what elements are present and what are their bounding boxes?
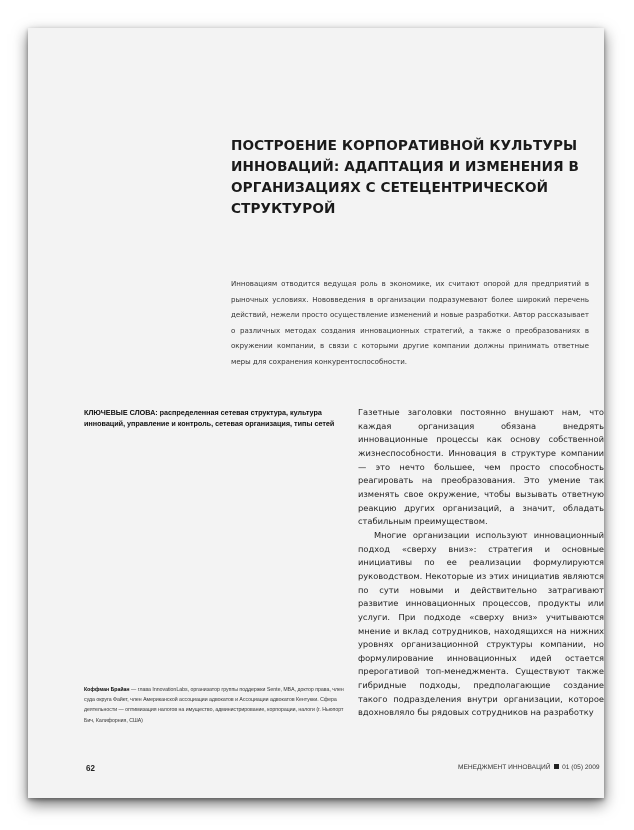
journal-page — [28, 28, 604, 798]
author-info — [84, 685, 346, 726]
body-paragraph-1: Газетные заголовки постоянно внушают нам, что каждая организация обязана внедрять инновационные процессы как основу собственной жизнеспособности. Инновация в структуре компании — это нечто большее, чем просто способность реагировать на преобразования. Это умение так изменять свое окружение, чтобы вызывать ответную реакцию других организаций, а значит, обладать стабильным преимуществом. — [358, 407, 604, 527]
square-bullet-icon — [554, 764, 559, 769]
journal-name: МЕНЕДЖМЕНТ ИННОВАЦИЙ — [458, 764, 551, 771]
author-bio: — глава InnovationLabs, организатор группы поддержки Sente, MBA, доктор права, член суда округа Файет, член Американской ассоциации адвокатов и Ассоциации адвокатов Кентукки. Сфера деятельности — оптимизация налогов на имущество, администрирование, корпорации, налоги (г. Ньюпорт Бич, Калифорния, США) — [84, 687, 344, 724]
body-paragraph-2: Многие организации используют инновационный подход «сверху вниз»: стратегия и основные инициативы по ее реализации формулируются руководством. Некоторые из этих инициатив являются по сути новыми и действительно затрагивают развитие инновационных процессов, продукты или услуги. При подходе «сверху вниз» учитываются мнение и вклад сотрудников, находящихся на нижних уровнях организационной структуры компании, но формулирование инновационных идей остается прерогативой топ-менеджмента. Существуют также гибридные подходы, предполагающие создание такого подразделения внутри организации, которое вдохновляло бы рядовых сотрудников на разработку — [358, 529, 604, 718]
article-body — [358, 406, 604, 720]
keywords: КЛЮЧЕВЫЕ СЛОВА: распределенная сетевая структура, культура инноваций, управление и контроль, сетевая организация, типы сетей — [84, 408, 335, 428]
page-number: 62 — [86, 764, 95, 773]
issue-info: 01 (05) 2009 — [562, 764, 600, 771]
article-title: ПОСТРОЕНИЕ КОРПОРАТИВНОЙ КУЛЬТУРЫ ИННОВАЦИЙ: АДАПТАЦИЯ И ИЗМЕНЕНИЯ В ОРГАНИЗАЦИЯХ С СЕТЕЦЕНТРИЧЕСКОЙ СТРУКТУРОЙ — [231, 138, 579, 217]
article-lead: Инновациям отводится ведущая роль в экономике, их считают опорой для предприятий в рыночных условиях. Нововведения в организации подразумевают более широкий перечень действий, нежели просто осуществление изменений и новые разработки. Автор рассказывает о различных методах создания инновационных стратегий, а также о преобразованиях в окружении компании, в связи с которыми другие компании должны принимать ответные меры для сохранения конкурентоспособности. — [231, 279, 589, 366]
running-footer — [458, 764, 600, 771]
author-name: Коффман Брайан — [84, 687, 130, 693]
